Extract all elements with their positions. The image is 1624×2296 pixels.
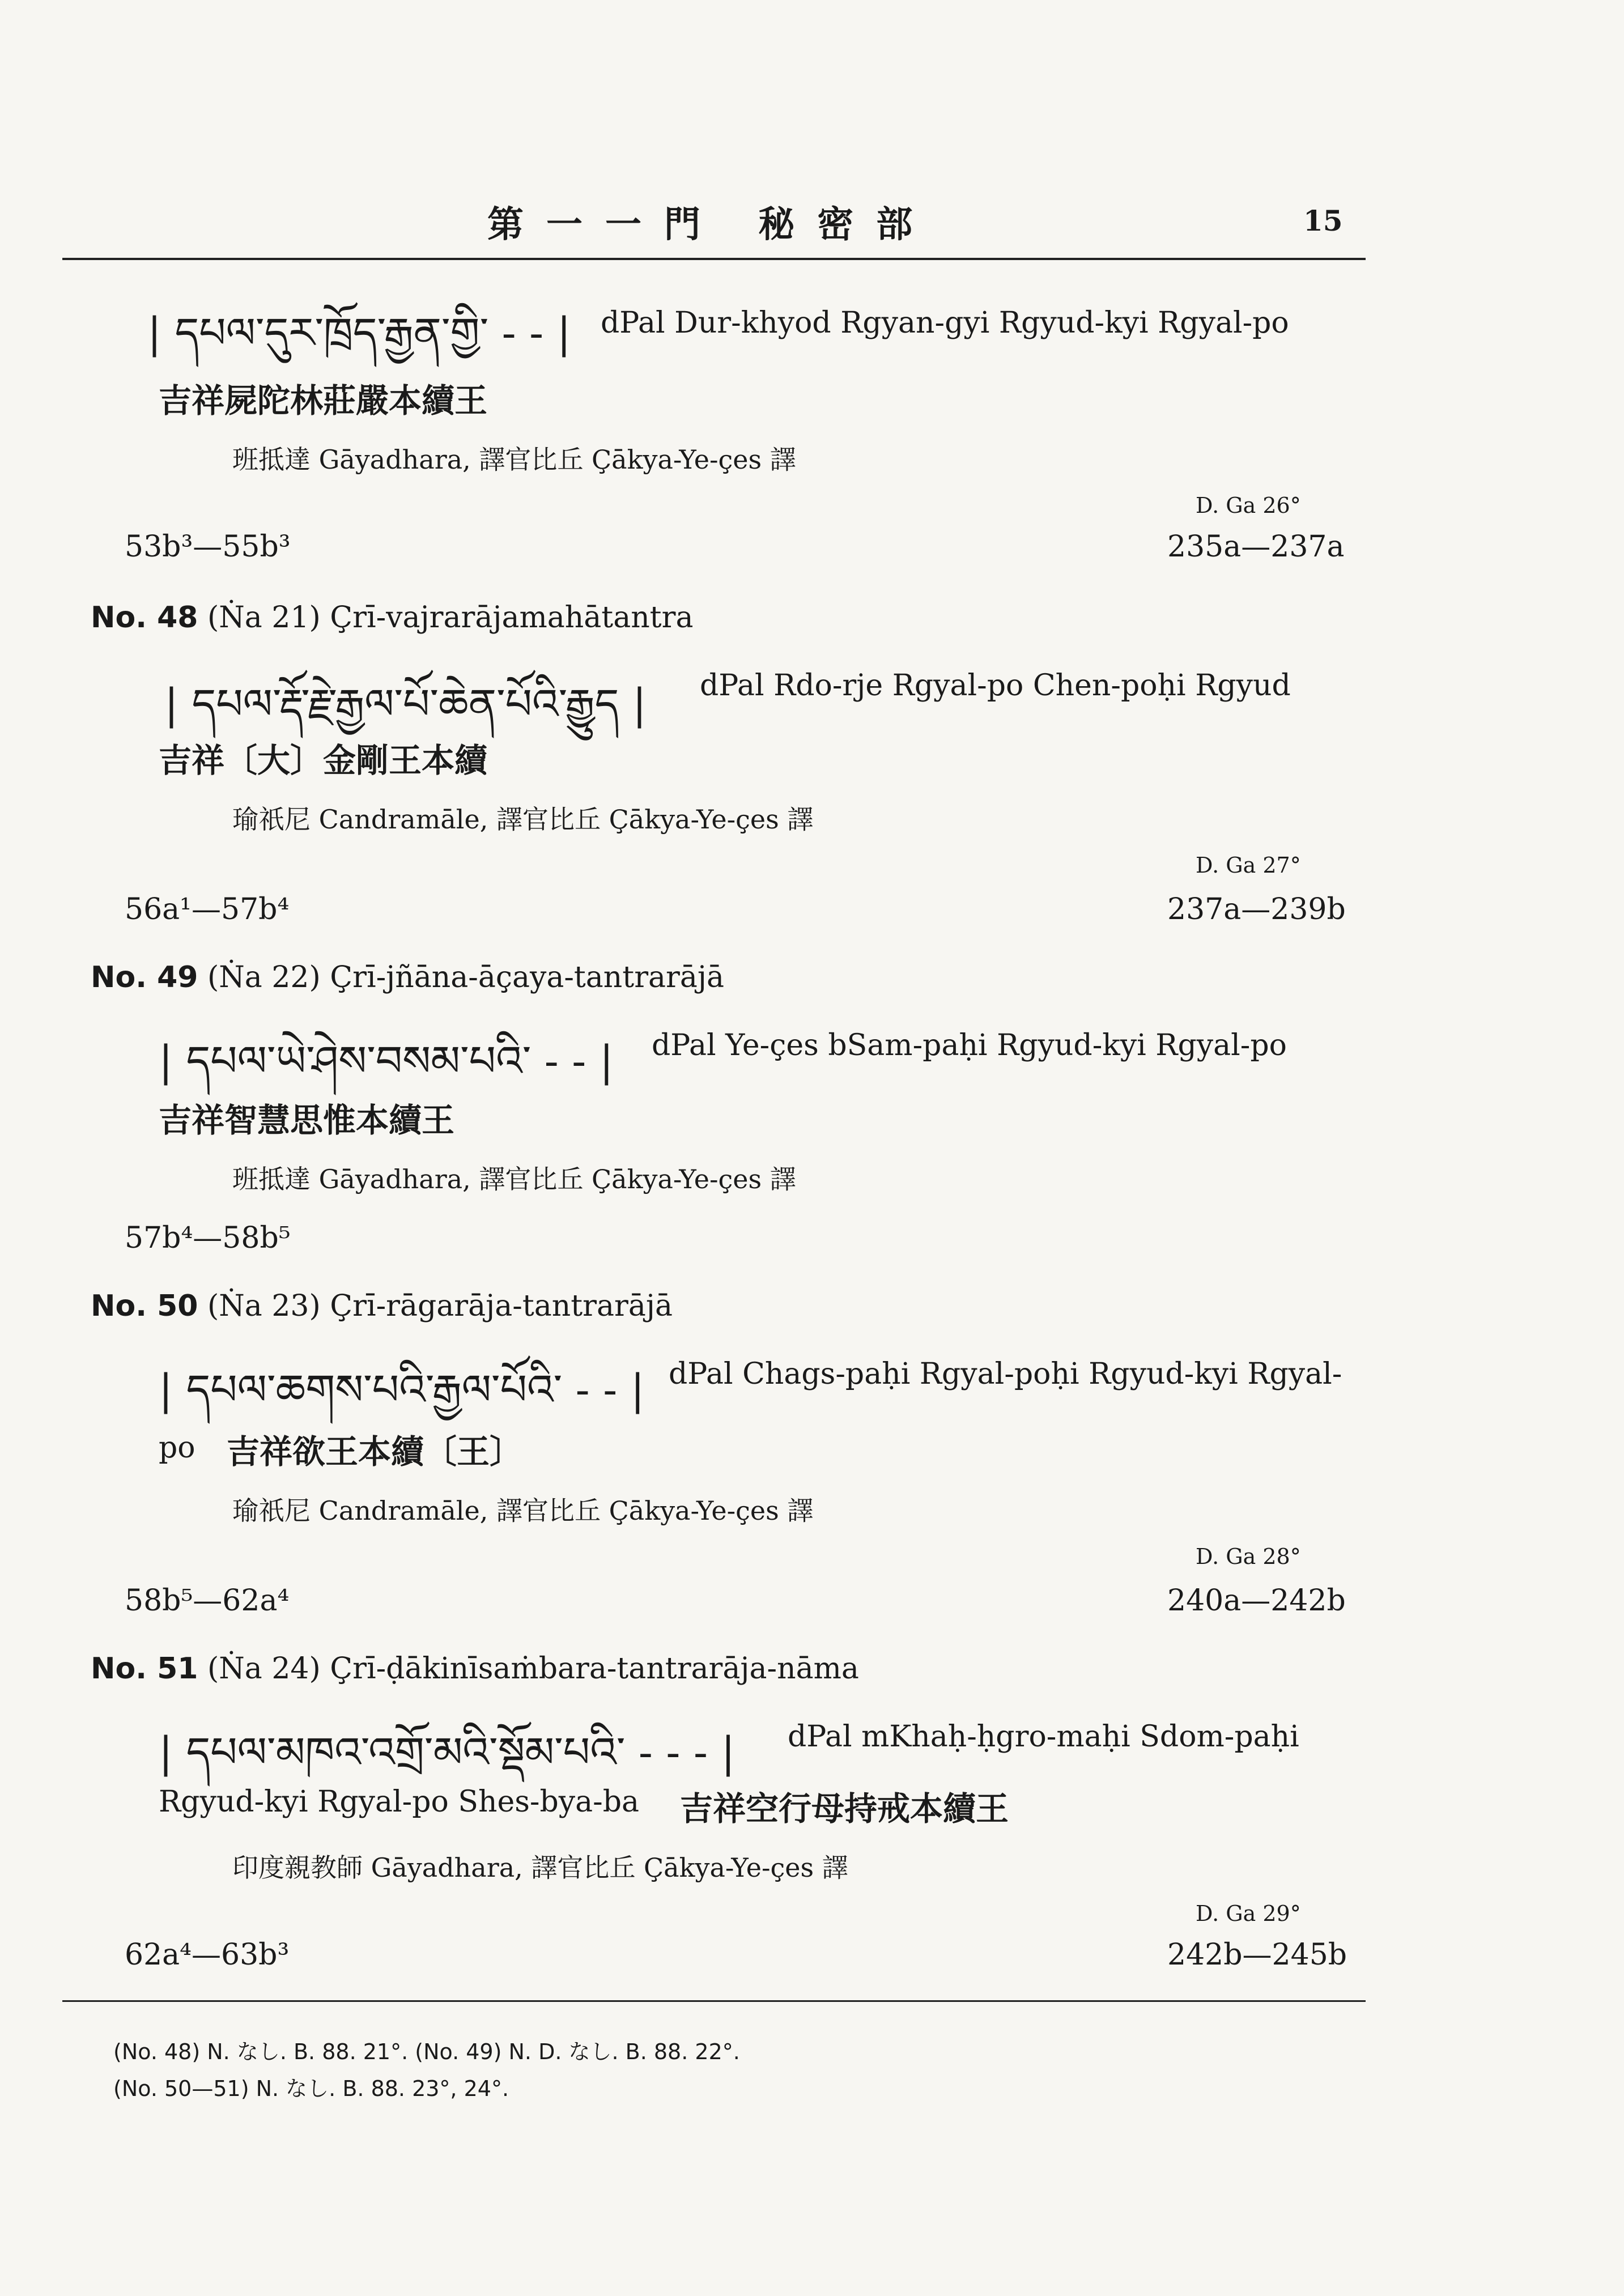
translator-line: 印度親教師 Gāyadhara, 譯官比丘 Çākya-Ye-çes 譯 (232, 1852, 848, 1883)
entry-number: No. 49 (91, 960, 198, 994)
entry-sanskrit-title: (Ṅa 24) Çrī-ḍākinīsaṁbara-tantrarāja-nāma (207, 1652, 859, 1686)
entry-sanskrit-title: (Ṅa 21) Çrī-vajrarājamahātantra (207, 601, 694, 635)
entry-heading (91, 1652, 859, 1686)
tibetan-title: | དཔལ་དུར་ཁྲོད་རྒྱན་གྱི་ - - | (147, 309, 571, 358)
derge-reference: D. Ga 27° (1196, 853, 1301, 878)
chinese-title: 吉祥空行母持戒本續王 (680, 1789, 1009, 1828)
entry-heading (91, 960, 724, 994)
footnote: (No. 50—51) N. なし. B. 88. 23°, 24°. (113, 2076, 509, 2101)
tibetan-title: | དཔལ་མཁའ་འགྲོ་མའི་སྡོམ་པའི་ - - - | (159, 1728, 736, 1777)
romanized-title-continued: Rgyud-kyi Rgyal-po Shes-bya-ba (159, 1785, 640, 1819)
derge-reference: D. Ga 29° (1196, 1901, 1301, 1926)
chinese-title: 吉祥〔大〕金剛王本續 (159, 741, 488, 780)
translator-line: 瑜祇尼 Candramāle, 譯官比丘 Çākya-Ye-çes 譯 (232, 804, 814, 835)
romanized-title: dPal mKhaḥ-ḥgro-maḥi Sdom-paḥi (788, 1720, 1299, 1754)
folio-right: 235a—237a (1167, 530, 1345, 564)
chinese-title: 吉祥欲王本續〔王〕 (227, 1432, 523, 1471)
derge-reference: D. Ga 28° (1196, 1544, 1301, 1569)
romanized-title: dPal Ye-çes bSam-paḥi Rgyud-kyi Rgyal-po (652, 1028, 1287, 1062)
romanized-title-continued: po (159, 1431, 195, 1465)
folio-left: 56a¹—57b⁴ (125, 892, 290, 926)
folio-right: 237a—239b (1167, 892, 1346, 926)
folio-left: 62a⁴—63b³ (125, 1938, 290, 1972)
footnote-rule (62, 2000, 1366, 2002)
header-rule (62, 258, 1366, 260)
translator-line: 班抵達 Gāyadhara, 譯官比丘 Çākya-Ye-çes 譯 (232, 444, 796, 475)
folio-left: 57b⁴—58b⁵ (125, 1221, 291, 1255)
romanized-title: dPal Dur-khyod Rgyan-gyi Rgyud-kyi Rgyal-po (601, 306, 1289, 340)
folio-right: 242b—245b (1167, 1938, 1347, 1972)
folio-left: 58b⁵—62a⁴ (125, 1584, 290, 1618)
entry-number: No. 51 (91, 1652, 198, 1686)
footnote: (No. 48) N. なし. B. 88. 21°. (No. 49) N. D. なし. B. 88. 22°. (113, 2039, 740, 2064)
chinese-title: 吉祥智慧思惟本續王 (159, 1101, 455, 1140)
romanized-title: dPal Chags-paḥi Rgyal-poḥi Rgyud-kyi Rgyal- (669, 1357, 1342, 1391)
translator-line: 班抵達 Gāyadhara, 譯官比丘 Çākya-Ye-çes 譯 (232, 1164, 796, 1194)
entry-heading (91, 601, 693, 635)
entry-number: No. 50 (91, 1289, 198, 1323)
tibetan-title: | དཔལ་ཆགས་པའི་རྒྱལ་པོའི་ - - | (159, 1366, 645, 1414)
page-title: 第一一門 秘密部 (487, 203, 936, 246)
translator-line: 瑜祇尼 Candramāle, 譯官比丘 Çākya-Ye-çes 譯 (232, 1495, 814, 1526)
page-number: 15 (1303, 204, 1343, 237)
entry-sanskrit-title: (Ṅa 23) Çrī-rāgarāja-tantrarājā (207, 1289, 673, 1323)
tibetan-title: | དཔལ་ཡེ་ཤེས་བསམ་པའི་ - - | (159, 1037, 614, 1086)
entry-heading (91, 1289, 673, 1323)
chinese-title: 吉祥屍陀林莊嚴本續王 (159, 381, 488, 420)
derge-reference: D. Ga 26° (1196, 493, 1301, 518)
romanized-title: dPal Rdo-rje Rgyal-po Chen-poḥi Rgyud (700, 669, 1291, 703)
entry-sanskrit-title: (Ṅa 22) Çrī-jñāna-āçaya-tantrarājā (207, 960, 725, 994)
folio-right: 240a—242b (1167, 1584, 1346, 1618)
entry-number: No. 48 (91, 601, 198, 635)
folio-left: 53b³—55b³ (125, 530, 291, 564)
tibetan-title: | དཔལ་རྡོ་རྗེ་རྒྱལ་པོ་ཆེན་པོའི་རྒྱུད | (164, 680, 647, 729)
